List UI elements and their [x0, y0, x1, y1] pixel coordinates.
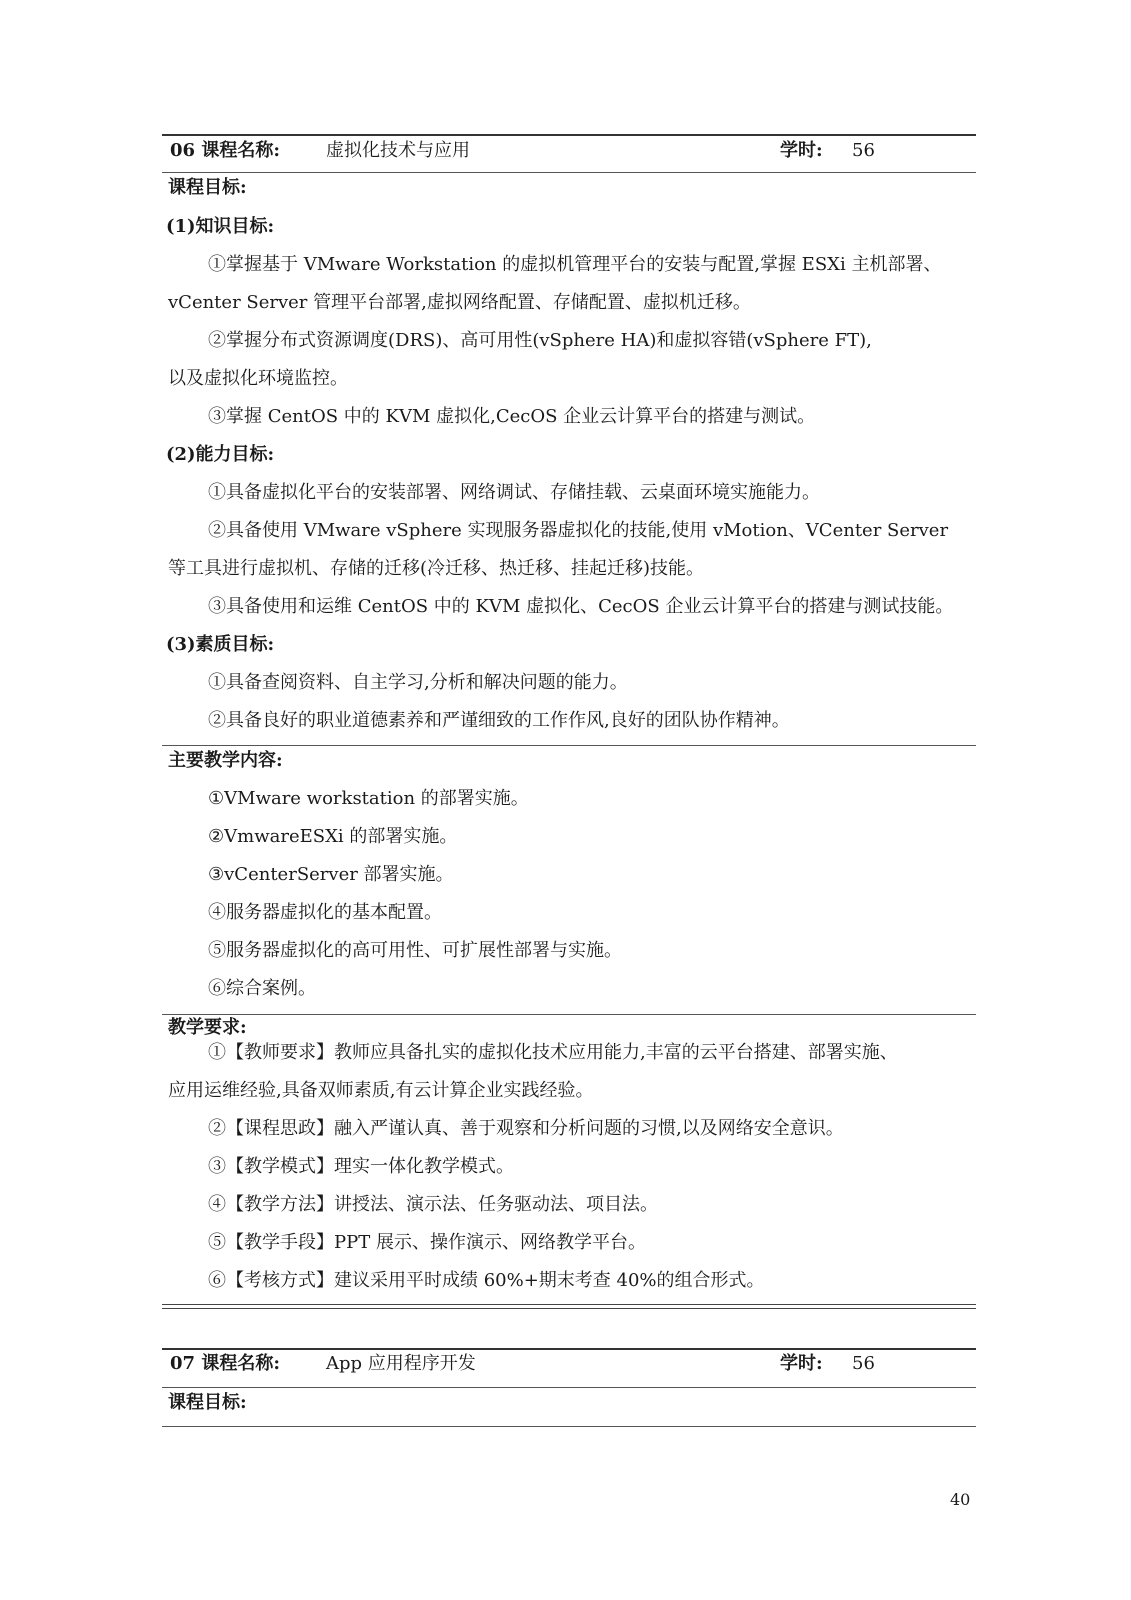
course-name: App 应用程序开发: [326, 1353, 476, 1374]
knowledge-line: vCenter Server 管理平台部署,虚拟网络配置、存储配置、虚拟机迁移。: [168, 292, 751, 313]
knowledge-line: ②掌握分布式资源调度(DRS)、高可用性(vSphere HA)和虚拟容错(vSphere FT),: [208, 330, 872, 351]
requirements-title: 教学要求:: [168, 1017, 247, 1038]
ability-line: ③具备使用和运维 CentOS 中的 KVM 虚拟化、CecOS 企业云计算平台的搭建与测试技能。: [208, 596, 954, 617]
course-07-heading: [162, 1351, 976, 1377]
hours-label: 学时:: [780, 1353, 823, 1374]
section-end-rule: [162, 1304, 976, 1309]
hours-value: 56: [852, 140, 875, 161]
content-item: ⑥综合案例。: [208, 978, 316, 999]
bottom-rule: [162, 1426, 976, 1427]
ability-line: ①具备虚拟化平台的安装部署、网络调试、存储挂载、云桌面环境实施能力。: [208, 482, 820, 503]
hours-value: 56: [852, 1353, 875, 1374]
knowledge-line: ③掌握 CentOS 中的 KVM 虚拟化,CecOS 企业云计算平台的搭建与测试。: [208, 406, 816, 427]
requirement-line: ③【教学模式】理实一体化教学模式。: [208, 1156, 514, 1177]
requirement-line: ④【教学方法】讲授法、演示法、任务驱动法、项目法。: [208, 1194, 658, 1215]
course-label: 06 课程名称:: [170, 140, 280, 161]
page-number: 40: [950, 1490, 971, 1509]
course-name: 虚拟化技术与应用: [326, 140, 470, 161]
quality-title: (3)素质目标:: [166, 634, 275, 655]
requirement-line: ②【课程思政】融入严谨认真、善于观察和分析问题的习惯,以及网络安全意识。: [208, 1118, 844, 1139]
requirement-line: ⑤【教学手段】PPT 展示、操作演示、网络教学平台。: [208, 1232, 646, 1253]
divider: [162, 1014, 976, 1015]
quality-line: ①具备查阅资料、自主学习,分析和解决问题的能力。: [208, 672, 628, 693]
objectives-title: 课程目标:: [168, 1392, 247, 1413]
ability-line: ②具备使用 VMware vSphere 实现服务器虚拟化的技能,使用 vMotion、VCenter Server: [208, 520, 949, 541]
quality-line: ②具备良好的职业道德素养和严谨细致的工作作风,良好的团队协作精神。: [208, 710, 790, 731]
content-item: ①VMware workstation 的部署实施。: [208, 788, 529, 809]
content-item: ④服务器虚拟化的基本配置。: [208, 902, 442, 923]
top-rule: [162, 1348, 976, 1350]
divider: [162, 745, 976, 746]
objectives-title: 课程目标:: [168, 177, 247, 198]
divider: [162, 172, 976, 173]
course-label: 07 课程名称:: [170, 1353, 280, 1374]
divider: [162, 1387, 976, 1388]
content-item: ⑤服务器虚拟化的高可用性、可扩展性部署与实施。: [208, 940, 622, 961]
knowledge-line: ①掌握基于 VMware Workstation 的虚拟机管理平台的安装与配置,掌握 ESXi 主机部署、: [208, 254, 942, 275]
content-item: ②VmwareESXi 的部署实施。: [208, 826, 458, 847]
ability-line: 等工具进行虚拟机、存储的迁移(冷迁移、热迁移、挂起迁移)技能。: [168, 558, 705, 579]
content-title: 主要教学内容:: [168, 750, 283, 771]
top-rule: [162, 134, 976, 136]
requirement-line: ⑥【考核方式】建议采用平时成绩 60%+期末考查 40%的组合形式。: [208, 1270, 765, 1291]
course-06-heading: [162, 138, 976, 164]
content-item: ③vCenterServer 部署实施。: [208, 864, 454, 885]
ability-title: (2)能力目标:: [166, 444, 275, 465]
requirement-line: 应用运维经验,具备双师素质,有云计算企业实践经验。: [168, 1080, 594, 1101]
knowledge-title: (1)知识目标:: [166, 216, 275, 237]
knowledge-line: 以及虚拟化环境监控。: [168, 368, 348, 389]
hours-label: 学时:: [780, 140, 823, 161]
requirement-line: ①【教师要求】教师应具备扎实的虚拟化技术应用能力,丰富的云平台搭建、部署实施、: [208, 1042, 898, 1063]
